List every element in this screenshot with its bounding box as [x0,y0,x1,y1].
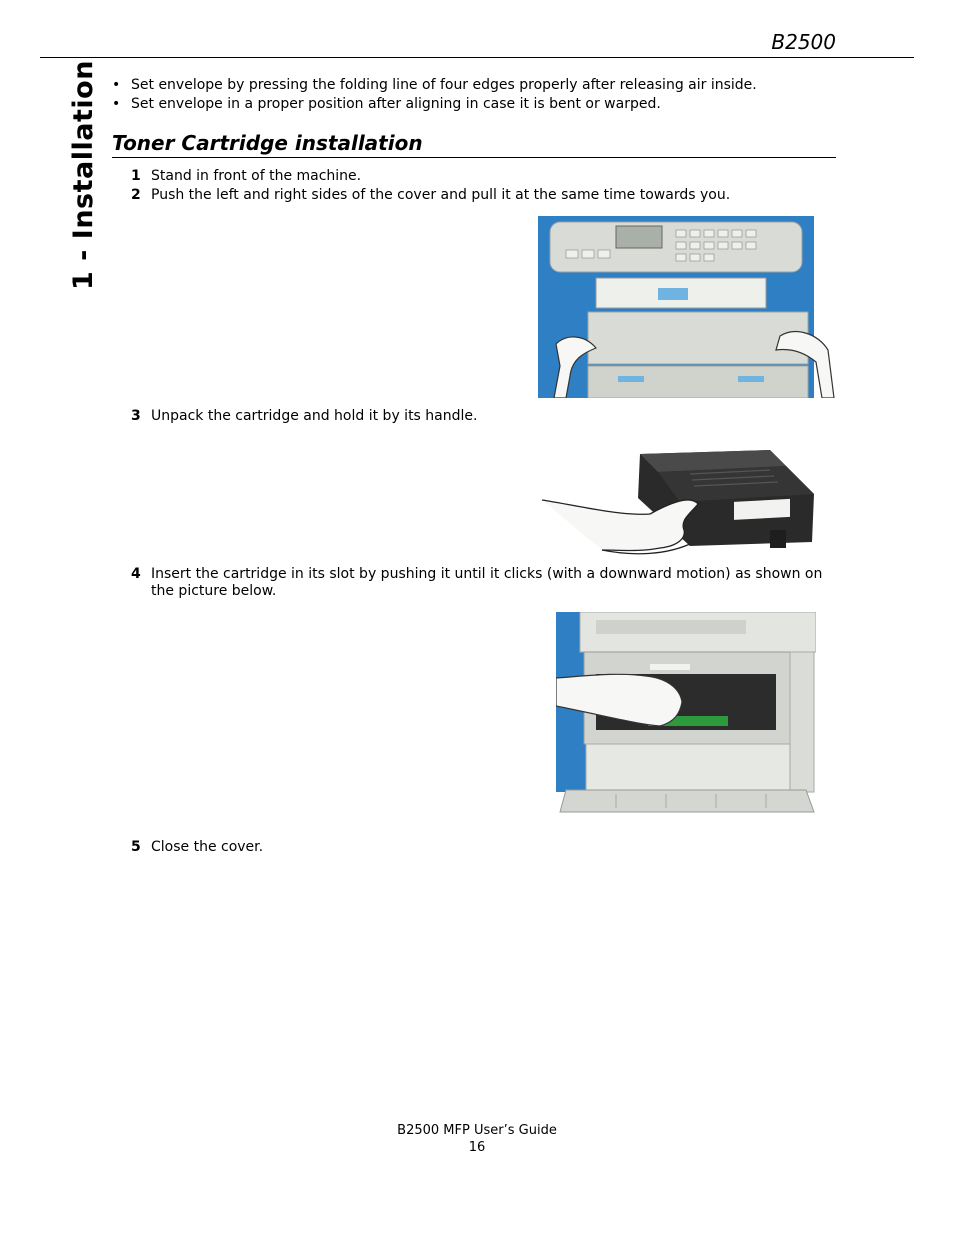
header-rule [40,57,914,58]
side-chapter-tab: 1 - Installation [68,60,99,290]
bullet-text: Set envelope in a proper position after aligning in case it is bent or warped. [131,96,661,112]
step-2 [131,187,836,204]
step-text: Stand in front of the machine. [151,168,362,184]
step-text: Insert the cartridge in its slot by pushing it until it clicks (with a downward motion) as shown on the picture below. [151,566,823,599]
cartridge-insertion-illustration [556,612,816,816]
bullet-dot-icon: • [112,77,121,93]
bullet-text: Set envelope by pressing the folding line of four edges properly after releasing air inside. [131,77,757,93]
toner-cartridge-illustration [540,434,832,558]
step-number: 5 [131,839,141,855]
step-text: Push the left and right sides of the cover and pull it at the same time towards you. [151,187,731,203]
step-number: 4 [131,566,141,582]
bullet-item [112,95,842,114]
step-number: 2 [131,187,141,203]
page-footer [0,1122,954,1156]
step-number: 3 [131,408,141,424]
step-text: Unpack the cartridge and hold it by its handle. [151,408,478,424]
step-text: Close the cover. [151,839,264,855]
section-rule [112,157,836,158]
bullet-dot-icon: • [112,96,121,112]
page-number: 16 [468,1140,486,1155]
section-title: Toner Cartridge installation [112,131,423,155]
step-3 [131,408,836,425]
step-number: 1 [131,168,141,184]
footer-guide-title: B2500 MFP User’s Guide [397,1123,557,1138]
bullet-item [112,76,842,95]
bullet-list [112,76,842,114]
step-5 [131,839,836,856]
step-4 [131,566,836,600]
header-model: B2500 [771,30,836,54]
machine-cover-illustration [536,216,836,398]
step-1 [131,168,836,185]
